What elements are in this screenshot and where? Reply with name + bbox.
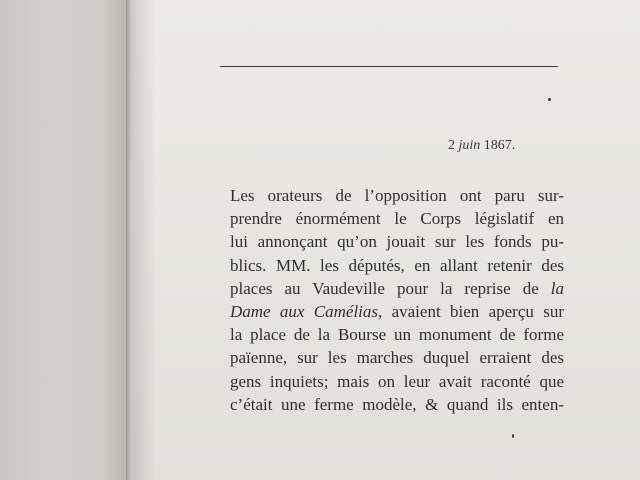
body-line: la place de la Bourse un monument de forme bbox=[230, 325, 564, 345]
body-line: c’était une ferme modèle, & quand ils enten- bbox=[230, 394, 564, 414]
body-line: païenne, sur les marches duquel erraient des bbox=[230, 348, 564, 368]
date-day: 2 bbox=[448, 138, 455, 153]
body-line bbox=[230, 277, 564, 300]
date-line bbox=[448, 138, 515, 154]
body-line-part: places au Vaudeville pour la reprise de bbox=[230, 278, 551, 298]
left-page bbox=[0, 0, 128, 480]
date-year: 1867. bbox=[483, 138, 516, 153]
body-line: prendre énormément le Corps législatif en bbox=[230, 209, 564, 229]
play-title-part: la bbox=[550, 278, 564, 298]
page-shadow bbox=[132, 0, 156, 480]
body-line: blics. MM. les députés, en allant retenir des bbox=[230, 255, 564, 275]
body-paragraph bbox=[230, 184, 564, 416]
body-line: gens inquiets; mais on leur avait raconté que bbox=[230, 371, 564, 391]
play-title-part: Dame aux Camélias bbox=[230, 302, 379, 322]
body-line bbox=[230, 300, 564, 323]
paper-speck bbox=[548, 98, 551, 101]
paper-speck bbox=[512, 434, 514, 438]
body-line: lui annonçant qu’on jouait sur les fonds pu- bbox=[230, 232, 564, 252]
date-month: juin bbox=[458, 138, 481, 153]
header-rule bbox=[220, 66, 558, 67]
body-line-part: , avaient bien aperçu sur bbox=[378, 302, 564, 322]
body-line: Les orateurs de l’opposition ont paru sur- bbox=[230, 186, 564, 205]
